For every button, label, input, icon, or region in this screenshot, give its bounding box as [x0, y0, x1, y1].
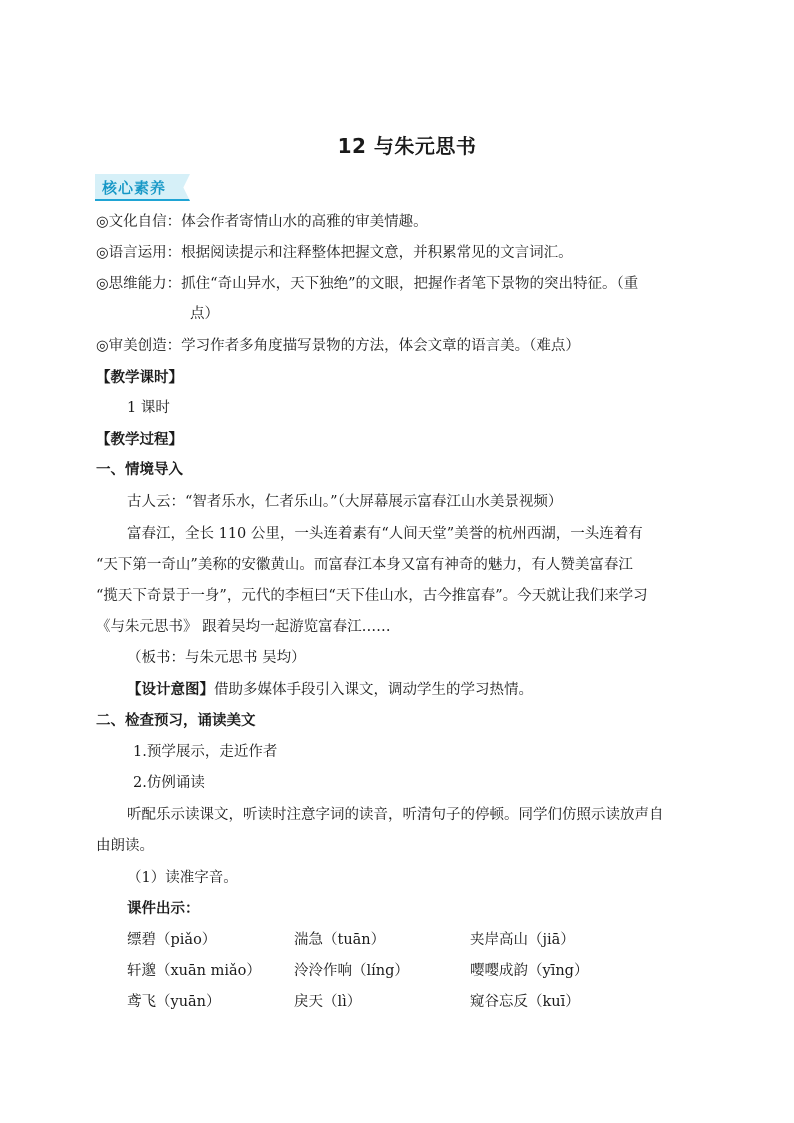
section2-sub1: （1）读准字音。: [127, 870, 238, 886]
design-intent-label: 【设计意图】: [127, 682, 214, 698]
section2-heading: 二、检查预习，诵读美文: [96, 713, 256, 729]
section1-line: 古人云：“智者乐水，仁者乐山。”（大屏幕展示富春江山水美景视频）: [127, 494, 563, 510]
section2-item1: 1.预学展示，走近作者: [133, 744, 278, 760]
hours-value: 1 课时: [127, 400, 170, 416]
word-item: 泠泠作响（líng）: [294, 963, 409, 979]
word-item: 缥碧（piǎo）: [127, 932, 217, 948]
objective-language: ◎语言运用：根据阅读提示和注释整体把握文意，并积累常见的文言词汇。: [96, 245, 573, 261]
section2-paragraph-line: 听配乐示读课文，听读时注意字词的读音，听清句子的停顿。同学们仿照示读放声自: [127, 807, 664, 823]
section2-item2: 2.仿例诵读: [133, 775, 205, 791]
objective-thinking-cont: 点）: [190, 306, 219, 322]
section1-line: 富春江，全长 110 公里，一头连着素有“人间天堂”美誉的杭州西湖，一头连着有: [127, 526, 643, 542]
hours-heading: 【教学课时】: [96, 370, 183, 386]
word-item: 戾天（lì）: [294, 994, 362, 1010]
word-item: 湍急（tuān）: [294, 932, 386, 948]
word-item: 夹岸高山（jiā）: [470, 932, 575, 948]
core-literacy-badge: [95, 174, 190, 201]
courseware-label: 课件出示：: [127, 901, 200, 917]
section1-line: “天下第一奇山”美称的安徽黄山。而富春江本身又富有神奇的魅力，有人赞美富春江: [96, 557, 633, 573]
section2-paragraph-line: 由朗读。: [96, 838, 154, 854]
objective-thinking: ◎思维能力：抓住“奇山异水，天下独绝”的文眼，把握作者笔下景物的突出特征。（重: [96, 276, 639, 292]
badge-label: 核心素养: [102, 179, 167, 197]
process-heading: 【教学过程】: [96, 432, 183, 448]
design-intent: [127, 680, 533, 700]
word-item: 鸢飞（yuān）: [127, 994, 221, 1010]
section1-line: 《与朱元思书》 跟着吴均一起游览富春江……: [96, 619, 391, 635]
blackboard-note: （板书：与朱元思书 吴均）: [127, 650, 306, 666]
objective-culture: ◎文化自信：体会作者寄情山水的高雅的审美情趣。: [96, 214, 428, 230]
objective-aesthetic: ◎审美创造：学习作者多角度描写景物的方法，体会文章的语言美。（难点）: [96, 338, 580, 354]
word-item: 嘤嘤成韵（yīng）: [470, 963, 589, 979]
word-item: 轩邈（xuān miǎo）: [127, 963, 261, 979]
section1-heading: 一、情境导入: [96, 462, 183, 478]
design-intent-text: 借助多媒体手段引入课文，调动学生的学习热情。: [214, 682, 533, 698]
word-item: 窥谷忘反（kuī）: [470, 994, 580, 1010]
page-title: 12 与朱元思书: [337, 134, 477, 158]
section1-line: “揽天下奇景于一身”，元代的李桓曰“天下佳山水，古今推富春”。今天就让我们来学习: [96, 588, 648, 604]
